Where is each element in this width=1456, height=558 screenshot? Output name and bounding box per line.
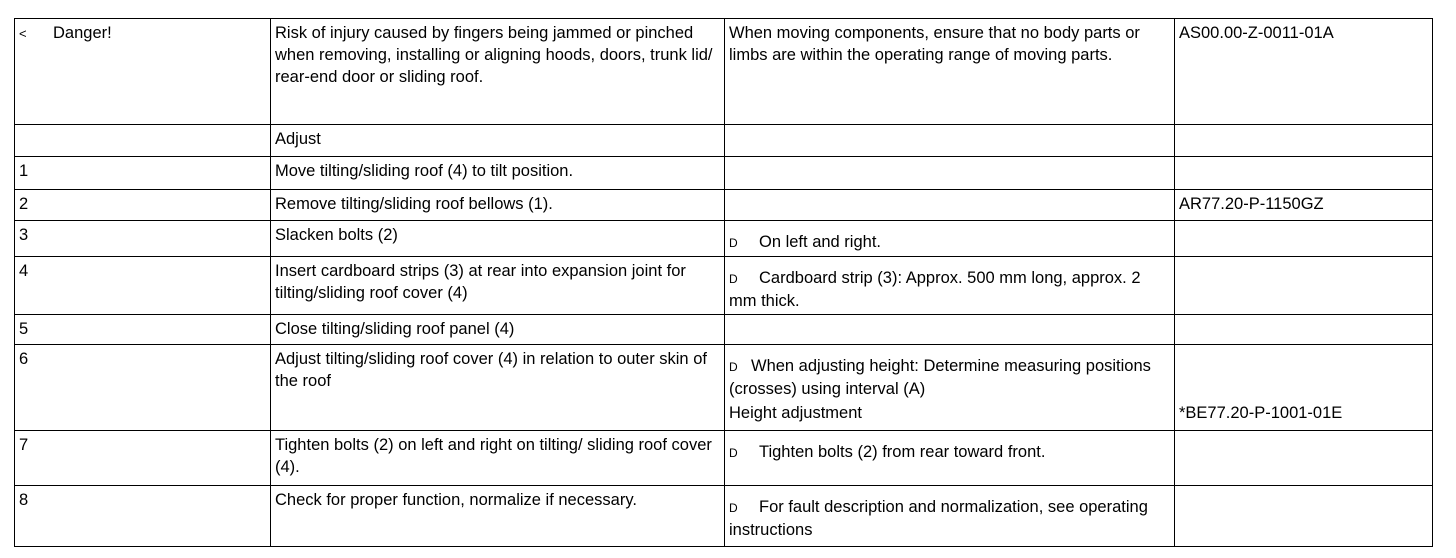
step-reference xyxy=(1175,221,1433,257)
table-row xyxy=(15,345,1433,431)
step-number: 5 xyxy=(15,315,271,345)
note-marker: D xyxy=(729,236,738,250)
step-note xyxy=(725,486,1175,547)
step-reference: AR77.20-P-1150GZ xyxy=(1175,190,1433,221)
step-reference xyxy=(1175,486,1433,547)
step-action: Check for proper function, normalize if necessary. xyxy=(271,486,725,547)
repair-procedure-table xyxy=(14,18,1433,547)
step-action: Adjust tilting/sliding roof cover (4) in relation to outer skin of the roof xyxy=(271,345,725,431)
table-row xyxy=(15,221,1433,257)
danger-risk-text: Risk of injury caused by fingers being jammed or pinched when removing, installing or aligning hoods, doors, trunk lid/ rear-end door or sliding roof. xyxy=(271,19,725,125)
step-note xyxy=(725,190,1175,221)
step-action: Remove tilting/sliding roof bellows (1). xyxy=(271,190,725,221)
danger-label: Danger! xyxy=(53,24,112,42)
height-adjustment-label: Height adjustment xyxy=(729,404,862,422)
step-note xyxy=(725,257,1175,315)
table-row xyxy=(15,157,1433,190)
table-row xyxy=(15,190,1433,221)
step-number: 2 xyxy=(15,190,271,221)
note-marker: D xyxy=(729,501,738,515)
step-note xyxy=(725,157,1175,190)
danger-symbol: < xyxy=(19,26,27,41)
step-number: 8 xyxy=(15,486,271,547)
table-row xyxy=(15,315,1433,345)
step-number: 7 xyxy=(15,431,271,486)
note-text: When adjusting height: Determine measuring positions (crosses) using interval (A) xyxy=(729,357,1151,398)
step-action: Move tilting/sliding roof (4) to tilt position. xyxy=(271,157,725,190)
danger-reference: AS00.00-Z-0011-01A xyxy=(1175,19,1433,125)
section-row xyxy=(15,125,1433,157)
note-text: Cardboard strip (3): Approx. 500 mm long, approx. 2 mm thick. xyxy=(729,269,1141,310)
step-reference-text: *BE77.20-P-1001-01E xyxy=(1179,404,1343,422)
step-action: Slacken bolts (2) xyxy=(271,221,725,257)
note-text: On left and right. xyxy=(759,233,881,251)
step-reference xyxy=(1175,345,1433,431)
step-number: 6 xyxy=(15,345,271,431)
step-action: Insert cardboard strips (3) at rear into expansion joint for tilting/sliding roof cover (4) xyxy=(271,257,725,315)
step-reference xyxy=(1175,257,1433,315)
step-reference xyxy=(1175,157,1433,190)
step-action: Tighten bolts (2) on left and right on tilting/ sliding roof cover (4). xyxy=(271,431,725,486)
step-number: 1 xyxy=(15,157,271,190)
note-text: For fault description and normalization, see operating instructions xyxy=(729,498,1148,539)
step-note xyxy=(725,345,1175,431)
table-row xyxy=(15,486,1433,547)
step-action: Close tilting/sliding roof panel (4) xyxy=(271,315,725,345)
step-reference xyxy=(1175,431,1433,486)
step-number: 4 xyxy=(15,257,271,315)
step-note xyxy=(725,315,1175,345)
table-row xyxy=(15,431,1433,486)
note-text: Tighten bolts (2) from rear toward front. xyxy=(759,443,1046,461)
note-marker: D xyxy=(729,272,738,286)
danger-row xyxy=(15,19,1433,125)
step-number: 3 xyxy=(15,221,271,257)
table-row xyxy=(15,257,1433,315)
danger-cell xyxy=(15,19,271,125)
danger-measure-text: When moving components, ensure that no body parts or limbs are within the operating range of moving parts. xyxy=(725,19,1175,125)
section-title: Adjust xyxy=(271,125,725,157)
step-note xyxy=(725,221,1175,257)
step-note xyxy=(725,431,1175,486)
step-reference xyxy=(1175,315,1433,345)
note-marker: D xyxy=(729,446,738,460)
note-marker: D xyxy=(729,360,738,374)
